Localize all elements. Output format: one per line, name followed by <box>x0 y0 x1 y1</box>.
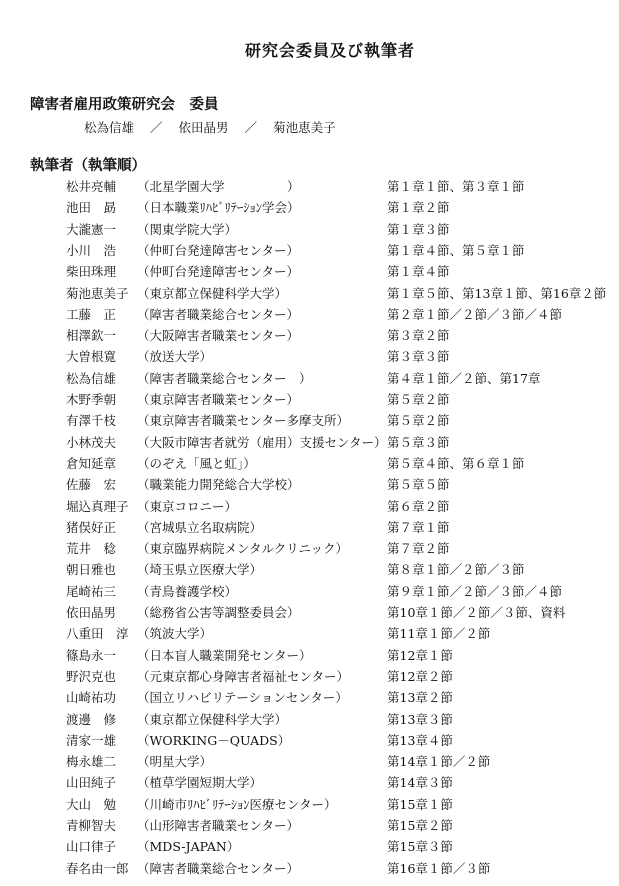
author-chapters: 第６章２節 <box>387 498 450 514</box>
author-row <box>0 176 619 197</box>
author-row <box>0 623 619 644</box>
author-chapters: 第９章１節／２節／３節／４節 <box>387 583 563 599</box>
page-title: 研究会委員及び執筆者 <box>244 41 415 60</box>
author-affiliation: （東京都立保健科学大学） <box>137 711 288 727</box>
author-chapters: 第５章５節 <box>387 477 450 493</box>
author-chapters: 第１章２節 <box>387 200 450 216</box>
author-name: 松為信雄 <box>66 370 117 386</box>
author-name: 倉知延章 <box>66 455 117 471</box>
author-affiliation: （大阪市障害者就労（雇用）支援センター） <box>137 434 387 450</box>
author-chapters: 第１章１節、第３章１節 <box>387 179 525 194</box>
author-chapters: 第１章４節 <box>387 264 450 280</box>
author-row <box>0 325 619 346</box>
author-row <box>0 559 619 580</box>
author-name: 佐藤 宏 <box>66 477 117 493</box>
author-chapters: 第５章３節 <box>387 434 450 450</box>
author-affiliation: （東京障害者職業センター多摩支所） <box>137 413 350 429</box>
author-affiliation: （国立リハビリテーションセンター） <box>137 690 348 706</box>
author-affiliation: （大阪障害者職業センター） <box>137 328 300 344</box>
author-affiliation: （日本職業ﾘﾊﾋﾞﾘﾃｰｼｮﾝ学会） <box>137 200 300 216</box>
author-row <box>0 219 619 240</box>
author-name: 八重田 淳 <box>66 626 129 642</box>
author-affiliation: （山形障害者職業センター） <box>137 818 300 833</box>
author-row <box>0 432 619 453</box>
author-chapters: 第16章１節／３節 <box>387 860 491 876</box>
author-chapters: 第８章１節／２節／３節 <box>387 562 525 578</box>
author-name: 依田晶男 <box>66 605 117 620</box>
author-name: 清家一雄 <box>66 732 117 748</box>
author-chapters: 第１章４節、第５章１節 <box>387 242 525 258</box>
author-name: 大瀧憲一 <box>66 221 117 237</box>
author-name: 堀込真理子 <box>66 498 129 514</box>
committee-member: 菊池恵美子 <box>273 120 336 135</box>
author-name: 木野季朝 <box>66 392 117 407</box>
author-affiliation: （東京都立保健科学大学） <box>137 285 288 301</box>
author-name: 工藤 正 <box>66 306 117 322</box>
author-affiliation: （植草学園短期大学） <box>137 775 263 791</box>
author-row <box>0 453 619 474</box>
author-row <box>0 751 619 772</box>
author-name: 小川 浩 <box>66 242 117 258</box>
author-name: 小林茂夫 <box>66 434 117 450</box>
author-name: 春名由一郎 <box>66 860 129 876</box>
author-chapters: 第３章２節 <box>387 328 450 344</box>
author-name: 朝日雅也 <box>66 562 117 578</box>
author-row <box>0 687 619 708</box>
author-row <box>0 602 619 623</box>
author-affiliation: （北星学園大学 ） <box>137 179 300 194</box>
author-row <box>0 410 619 431</box>
author-chapters: 第13章４節 <box>387 732 453 748</box>
author-chapters: 第13章３節 <box>387 711 453 727</box>
author-row <box>0 858 619 879</box>
author-name: 大曽根寛 <box>66 349 117 365</box>
author-affiliation: （障害者職業総合センター ） <box>137 370 312 386</box>
author-chapters: 第５章４節、第６章１節 <box>387 455 525 471</box>
author-name: 梅永雄二 <box>66 754 117 770</box>
author-name: 相澤欽一 <box>66 328 117 344</box>
author-chapters: 第14章１節／２節 <box>387 754 491 770</box>
author-name: 篠島永一 <box>66 647 117 663</box>
author-row <box>0 474 619 495</box>
author-affiliation: （総務省公害等調整委員会） <box>137 605 300 620</box>
author-chapters: 第５章２節 <box>387 392 450 407</box>
committee-member: 松為信雄 <box>84 120 135 135</box>
author-row <box>0 815 619 836</box>
author-row <box>0 836 619 857</box>
author-name: 渡邊 修 <box>66 711 117 727</box>
author-row <box>0 645 619 666</box>
author-affiliation: （のぞえ「風と虹」） <box>137 455 256 471</box>
author-name: 有澤千枝 <box>66 413 117 429</box>
author-chapters: 第15章３節 <box>387 839 453 855</box>
author-name: 山崎祐功 <box>66 690 117 706</box>
author-chapters: 第５章２節 <box>387 413 450 429</box>
author-affiliation: （障害者職業総合センター） <box>137 306 300 322</box>
author-affiliation: （障害者職業総合センター） <box>137 860 300 876</box>
author-affiliation: （東京臨界病院メンタルクリニック） <box>137 541 349 557</box>
author-affiliation: （MDS-JAPAN） <box>137 839 240 855</box>
author-chapters: 第14章３節 <box>387 775 453 791</box>
author-chapters: 第１章３節 <box>387 221 450 237</box>
author-name: 猪俣好正 <box>66 519 117 535</box>
author-row <box>0 368 619 389</box>
author-chapters: 第10章１節／２節／３節、資料 <box>387 605 566 620</box>
author-name: 尾崎祐三 <box>66 583 117 599</box>
author-chapters: 第11章１節／２節 <box>387 626 491 642</box>
author-chapters: 第15章１節 <box>387 796 453 812</box>
author-row <box>0 304 619 325</box>
author-row <box>0 517 619 538</box>
author-affiliation: （仲町台発達障害センター） <box>137 264 300 280</box>
author-row <box>0 197 619 218</box>
author-chapters: 第７章２節 <box>387 541 450 557</box>
committee-heading: 障害者雇用政策研究会 委員 <box>30 97 219 113</box>
author-chapters: 第15章２節 <box>387 818 453 833</box>
author-name: 山口律子 <box>66 839 117 855</box>
author-affiliation: （川崎市ﾘﾊﾋﾞﾘﾃｰｼｮﾝ医療センター） <box>137 796 337 812</box>
author-name: 柴田珠理 <box>66 264 117 280</box>
author-row <box>0 283 619 304</box>
author-affiliation: （日本盲人職業開発センター） <box>137 647 312 663</box>
authors-heading: 執筆者（執筆順） <box>30 158 146 174</box>
author-chapters: 第12章１節 <box>387 647 453 663</box>
author-chapters: 第３章３節 <box>387 349 450 365</box>
author-affiliation: （関東学院大学） <box>137 221 238 237</box>
author-chapters: 第７章１節 <box>387 519 450 535</box>
author-affiliation: （埼玉県立医療大学） <box>137 562 263 578</box>
author-name: 大山 勉 <box>66 796 117 812</box>
author-chapters: 第１章５節、第13章１節、第16章２節 <box>387 285 607 301</box>
author-chapters: 第13章２節 <box>387 690 453 706</box>
author-row <box>0 538 619 559</box>
author-affiliation: （東京障害者職業センター） <box>137 392 300 407</box>
author-affiliation: （東京コロニー） <box>137 498 238 514</box>
member-separator: ／ <box>150 120 163 135</box>
author-chapters: 第２章１節／２節／３節／４節 <box>387 306 563 322</box>
author-row <box>0 772 619 793</box>
author-row <box>0 730 619 751</box>
author-affiliation: （放送大学） <box>137 349 213 365</box>
committee-member: 依田晶男 <box>178 120 229 135</box>
author-row <box>0 240 619 261</box>
committee-members <box>84 118 336 136</box>
author-row <box>0 581 619 602</box>
author-affiliation: （職業能力開発総合大学校） <box>137 477 300 493</box>
author-affiliation: （仲町台発達障害センター） <box>137 242 300 258</box>
author-name: 菊池恵美子 <box>66 285 129 301</box>
author-name: 青柳智夫 <box>66 818 117 833</box>
author-affiliation: （WORKING－QUADS） <box>137 732 291 748</box>
author-row <box>0 346 619 367</box>
author-affiliation: （宮城県立名取病院） <box>137 519 263 535</box>
author-name: 荒井 稔 <box>66 541 117 557</box>
author-row <box>0 794 619 815</box>
author-name: 山田純子 <box>66 775 117 791</box>
author-chapters: 第４章１節／２節、第17章 <box>387 370 541 386</box>
author-affiliation: （元東京都心身障害者福祉センター） <box>137 668 350 684</box>
author-row <box>0 666 619 687</box>
author-row <box>0 496 619 517</box>
author-name: 野沢克也 <box>66 668 117 684</box>
author-name: 池田 勗 <box>66 200 117 216</box>
author-row <box>0 261 619 282</box>
author-name: 松井亮輔 <box>66 179 117 194</box>
author-affiliation: （筑波大学） <box>137 626 213 642</box>
author-affiliation: （青鳥養護学校） <box>137 583 238 599</box>
author-row <box>0 709 619 730</box>
member-separator: ／ <box>244 120 258 135</box>
author-affiliation: （明星大学） <box>137 754 213 770</box>
author-row <box>0 389 619 410</box>
author-chapters: 第12章２節 <box>387 668 453 684</box>
